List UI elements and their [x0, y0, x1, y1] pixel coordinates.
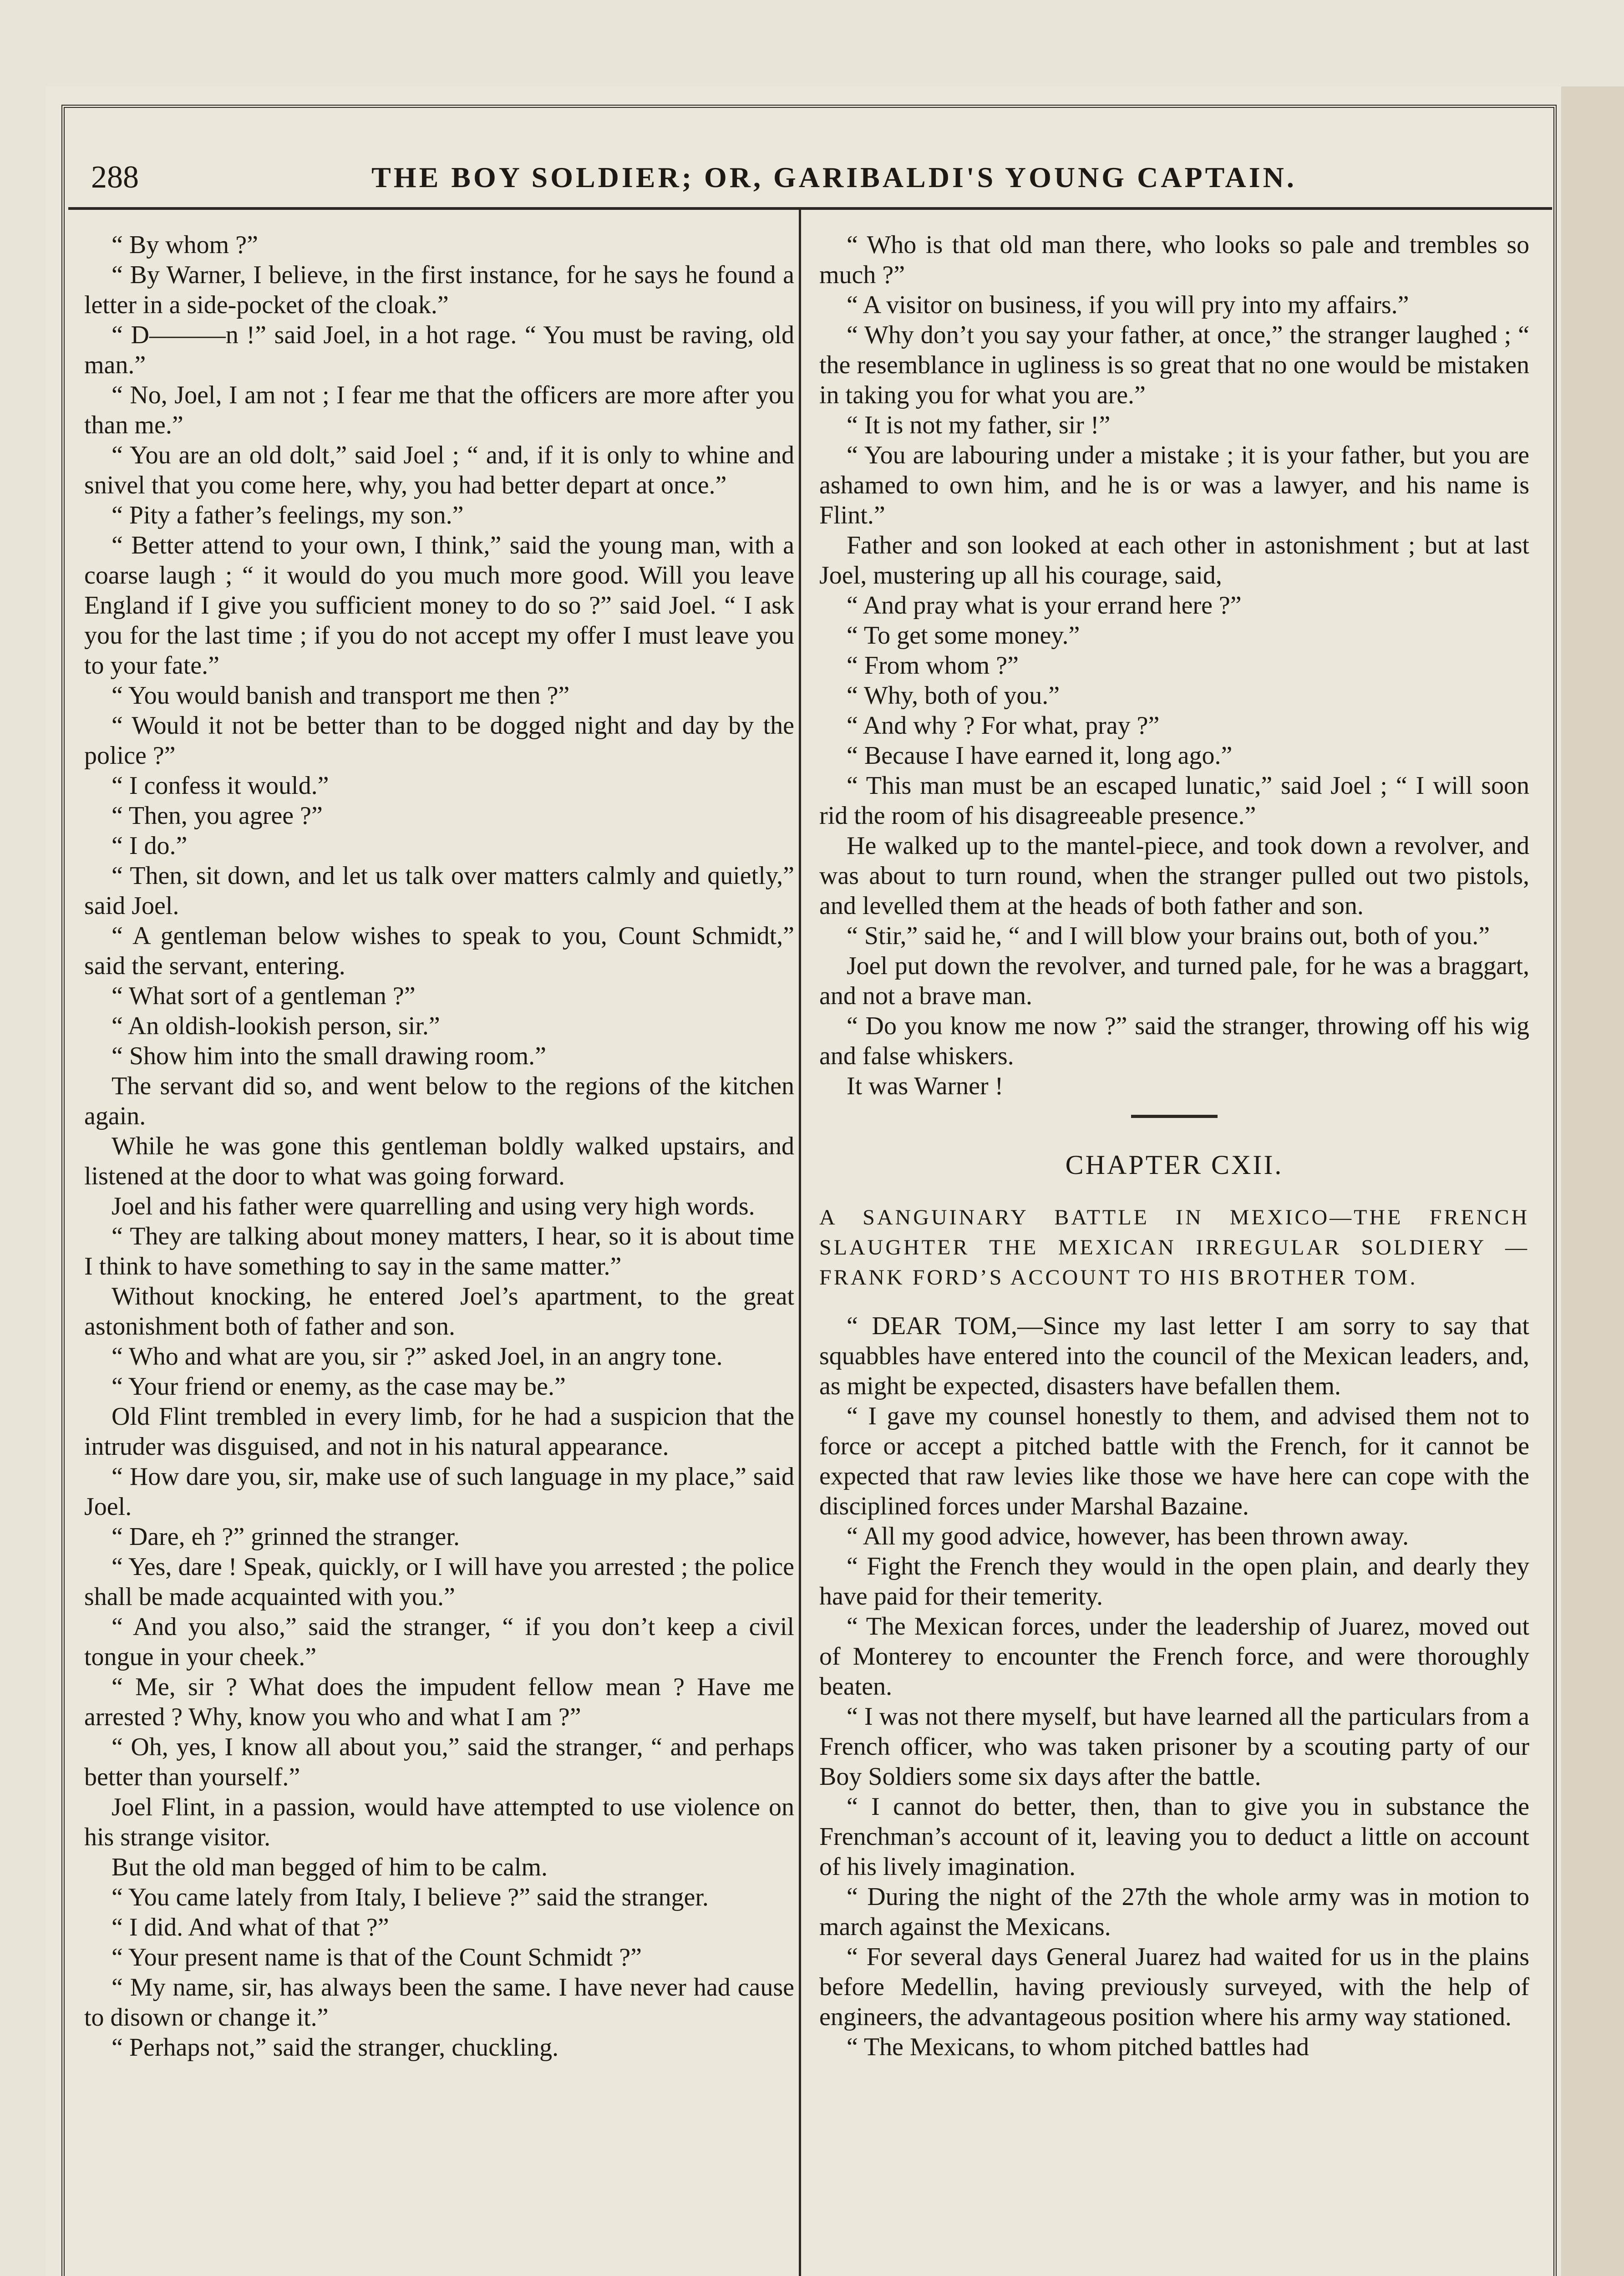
paragraph: “ And why ? For what, pray ?”: [847, 711, 1160, 740]
paragraph: “ Show him into the small drawing room.”: [112, 1042, 546, 1070]
running-head: THE BOY SOLDIER; OR, GARIBALDI'S YOUNG CAPTAIN.: [371, 161, 1297, 193]
paragraph: Joel Flint, in a passion, would have attempted to use violence on his strange visitor.: [84, 1793, 794, 1851]
chapter-title: CHAPTER CXII.: [1065, 1150, 1284, 1180]
paragraph: “ By whom ?”: [112, 231, 258, 259]
paragraph: “ Why don’t you say your father, at once,” the stranger laughed ; “ the resemblance in ugliness is so great that no one would be mistaken in taking you for what you are.”: [819, 321, 1529, 409]
paragraph: “ Who and what are you, sir ?” asked Joel, in an angry tone.: [112, 1342, 723, 1371]
paragraph: He walked up to the mantel-piece, and took down a revolver, and was about to turn round, when the stranger pulled out two pistols, and levelled them at the heads of both father and son.: [819, 832, 1529, 920]
paragraph: “ My name, sir, has always been the same. I have never had cause to disown or change it.”: [84, 1973, 794, 2032]
left-column: [84, 230, 794, 2063]
paragraph: Joel and his father were quarrelling and using very high words.: [112, 1192, 755, 1220]
paragraph: “ You are an old dolt,” said Joel ; “ and, if it is only to whine and snivel that you come here, why, you had better depart at once.”: [84, 441, 794, 499]
paragraph: “ An oldish-lookish person, sir.”: [112, 1012, 440, 1040]
paragraph: “ The Mexican forces, under the leadership of Juarez, moved out of Monterey to encounter the French force, and were thoroughly beaten.: [819, 1612, 1529, 1701]
paragraph: “ Fight the French they would in the open plain, and dearly they have paid for their temerity.: [819, 1552, 1529, 1610]
header-rule: [68, 207, 1552, 210]
chapter-summary: A SANGUINARY BATTLE IN MEXICO—THE FRENCH SLAUGHTER THE MEXICAN IRREGULAR SOLDIERY — FRANK FORD’S ACCOUNT TO HIS BROTHER TOM.: [819, 1205, 1529, 1290]
right-column-top: [819, 230, 1529, 1101]
paragraph: “ Pity a father’s feelings, my son.”: [112, 501, 464, 529]
paragraph: “ Why, both of you.”: [847, 681, 1060, 710]
paragraph: “ A gentleman below wishes to speak to you, Count Schmidt,” said the servant, entering.: [84, 922, 794, 980]
paragraph: “ All my good advice, however, has been thrown away.: [847, 1522, 1409, 1550]
paragraph: “ A visitor on business, if you will pry into my affairs.”: [847, 291, 1409, 319]
paragraph: “ Your friend or enemy, as the case may be.”: [112, 1372, 566, 1401]
paragraph: “ The Mexicans, to whom pitched battles had: [847, 2033, 1309, 2061]
page-edge: [1561, 86, 1624, 2276]
paragraph: “ No, Joel, I am not ; I fear me that the officers are more after you than me.”: [84, 381, 794, 439]
paragraph: Joel put down the revolver, and turned pale, for he was a braggart, and not a brave man.: [819, 952, 1529, 1010]
paragraph: “ By Warner, I believe, in the first instance, for he says he found a letter in a side-pocket of the cloak.”: [84, 261, 794, 319]
page-number: 288: [91, 160, 139, 195]
paragraph: “ DEAR TOM,—Since my last letter I am sorry to say that squabbles have entered into the council of the Mexican leaders, and, as might be expected, disasters have befallen them.: [819, 1312, 1529, 1400]
page-header: [91, 150, 1529, 205]
paragraph: “ I do.”: [112, 832, 188, 860]
paragraph: “ It is not my father, sir !”: [847, 411, 1111, 439]
paragraph: “ Oh, yes, I know all about you,” said the stranger, “ and perhaps better than yourself.”: [84, 1733, 794, 1791]
paragraph: Old Flint trembled in every limb, for he had a suspicion that the intruder was disguised, and not in his natural appearance.: [84, 1402, 794, 1461]
paragraph: “ Me, sir ? What does the impudent fellow mean ? Have me arrested ? Why, know you who and what I am ?”: [84, 1673, 794, 1731]
paragraph: “ I did. And what of that ?”: [112, 1913, 389, 1941]
paragraph: “ From whom ?”: [847, 651, 1019, 680]
chapter-divider: [1131, 1115, 1218, 1118]
paragraph: “ And pray what is your errand here ?”: [847, 591, 1242, 620]
paragraph: “ I cannot do better, then, than to give you in substance the Frenchman’s account of it, leaving you to deduct a little on account of his lively imagination.: [819, 1793, 1529, 1881]
paragraph: But the old man begged of him to be calm.: [112, 1853, 548, 1881]
paragraph: While he was gone this gentleman boldly walked upstairs, and listened at the door to what was going forward.: [84, 1132, 794, 1190]
paragraph: “ Better attend to your own, I think,” said the young man, with a coarse laugh ; “ it would do you much more good. Will you leave England if I give you sufficient money to do so ?” said Joel. “ I ask you for the last time ; if you do not accept my offer I must leave you to your fate.”: [84, 531, 794, 680]
paragraph: “ Would it not be better than to be dogged night and day by the police ?”: [84, 711, 794, 770]
paragraph: “ What sort of a gentleman ?”: [112, 982, 416, 1010]
paragraph: “ Then, sit down, and let us talk over matters calmly and quietly,” said Joel.: [84, 862, 794, 920]
paragraph: “ During the night of the 27th the whole army was in motion to march against the Mexicans.: [819, 1883, 1529, 1941]
paragraph: “ Perhaps not,” said the stranger, chuckling.: [112, 2033, 559, 2062]
paragraph: “ Who is that old man there, who looks so pale and trembles so much ?”: [819, 231, 1529, 289]
paragraph: “ This man must be an escaped lunatic,” said Joel ; “ I will soon rid the room of his disagreeable presence.”: [819, 772, 1529, 830]
paragraph: “ They are talking about money matters, I hear, so it is about time I think to have something to say in the same matter.”: [84, 1222, 794, 1280]
paragraph: “ For several days General Juarez had waited for us in the plains before Medellin, having previously surveyed, with the help of engineers, the advantageous position where his army way stationed.: [819, 1943, 1529, 2031]
paragraph: “ And you also,” said the stranger, “ if you don’t keep a civil tongue in your cheek.”: [84, 1613, 794, 1671]
paragraph: “ How dare you, sir, make use of such language in my place,” said Joel.: [84, 1463, 794, 1521]
paragraph: “ To get some money.”: [847, 621, 1080, 650]
paragraph: “ You are labouring under a mistake ; it is your father, but you are ashamed to own him, and he is or was a lawyer, and his name is Flint.”: [819, 441, 1529, 529]
paragraph: “ Yes, dare ! Speak, quickly, or I will have you arrested ; the police shall be made acquainted with you.”: [84, 1553, 794, 1611]
paragraph: “ Your present name is that of the Count Schmidt ?”: [112, 1943, 642, 1971]
paragraph: “ Then, you agree ?”: [112, 802, 323, 830]
paragraph: “ Because I have earned it, long ago.”: [847, 742, 1233, 770]
paragraph: “ I gave my counsel honestly to them, and advised them not to force or accept a pitched battle with the French, for it cannot be expected that raw levies like those we have here can cope with the disciplined forces under Marshal Bazaine.: [819, 1402, 1529, 1520]
paragraph: The servant did so, and went below to the regions of the kitchen again.: [84, 1072, 794, 1130]
paragraph: “ Stir,” said he, “ and I will blow your brains out, both of you.”: [847, 922, 1490, 950]
paragraph: “ You came lately from Italy, I believe ?” said the stranger.: [112, 1883, 709, 1911]
right-column: [819, 230, 1529, 2062]
paragraph: “ Do you know me now ?” said the stranger, throwing off his wig and false whiskers.: [819, 1012, 1529, 1070]
paragraph: “ I confess it would.”: [112, 772, 329, 800]
paragraph: “ I was not there myself, but have learned all the particulars from a French officer, who was taken prisoner by a scouting party of our Boy Soldiers some six days after the battle.: [819, 1702, 1529, 1791]
paragraph: “ D———n !” said Joel, in a hot rage. “ You must be raving, old man.”: [84, 321, 794, 379]
column-divider: [799, 209, 801, 2276]
paragraph: It was Warner !: [847, 1072, 1004, 1100]
paragraph: Without knocking, he entered Joel’s apartment, to the great astonishment both of father and son.: [84, 1282, 794, 1341]
paragraph: “ You would banish and transport me then ?”: [112, 681, 570, 710]
right-column-bottom: [819, 1311, 1529, 2062]
paragraph: Father and son looked at each other in astonishment ; but at last Joel, mustering up all his courage, said,: [819, 531, 1529, 589]
paragraph: “ Dare, eh ?” grinned the stranger.: [112, 1523, 460, 1551]
